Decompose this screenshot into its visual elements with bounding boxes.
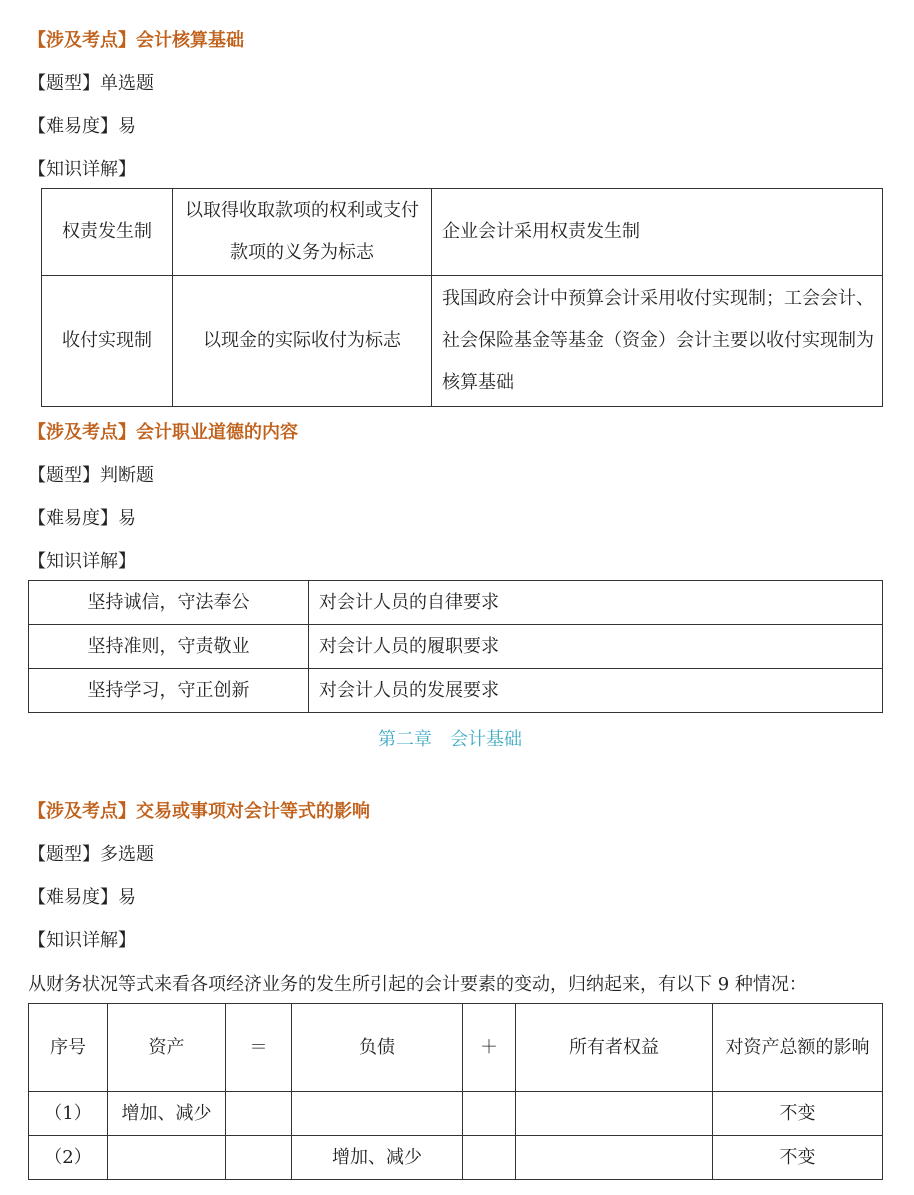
table-row (29, 625, 883, 669)
table-cell: 对会计人员的履职要求 (309, 625, 883, 669)
table-row (29, 581, 883, 625)
chapter-heading: 第二章 会计基础 (378, 729, 522, 750)
table-cell (516, 1136, 713, 1180)
table-cell: 不变 (713, 1136, 883, 1180)
question-type-1: 【题型】单选题 (28, 73, 154, 94)
intro-paragraph: 从财务状况等式来看各项经济业务的发生所引起的会计要素的变动，归纳起来，有以下 9 种情况： (28, 974, 807, 995)
table-row (29, 1092, 883, 1136)
table-cell: 权责发生制 (42, 189, 173, 276)
table-row (42, 189, 883, 276)
table-row (42, 276, 883, 407)
table-cell: 收付实现制 (42, 276, 173, 407)
table-cell: （2） (29, 1136, 108, 1180)
table-cell: 坚持准则，守责敬业 (29, 625, 309, 669)
table-cell (516, 1092, 713, 1136)
table-cell (292, 1092, 463, 1136)
topic-heading-1: 【涉及考点】会计核算基础 (28, 30, 244, 51)
table-cell: 增加、减少 (108, 1092, 226, 1136)
table-cell: 对会计人员的自律要求 (309, 581, 883, 625)
detail-label-1: 【知识详解】 (28, 159, 136, 180)
table-cell: （1） (29, 1092, 108, 1136)
table-cell (108, 1136, 226, 1180)
detail-label-3: 【知识详解】 (28, 930, 136, 951)
table-row (29, 669, 883, 713)
table-header-row (29, 1004, 883, 1092)
header-cell: 所有者权益 (516, 1004, 713, 1092)
table-cell: 对会计人员的发展要求 (309, 669, 883, 713)
table-cell (463, 1092, 516, 1136)
equation-table (28, 1003, 883, 1180)
table-row (29, 1136, 883, 1180)
topic-heading-2: 【涉及考点】会计职业道德的内容 (28, 422, 298, 443)
header-cell: 资产 (108, 1004, 226, 1092)
basis-table (41, 188, 883, 407)
question-type-3: 【题型】多选题 (28, 844, 154, 865)
table-cell: 坚持学习，守正创新 (29, 669, 309, 713)
header-cell: 负债 (292, 1004, 463, 1092)
detail-label-2: 【知识详解】 (28, 551, 136, 572)
table-cell (226, 1092, 292, 1136)
difficulty-3: 【难易度】易 (28, 887, 136, 908)
table-cell: 以取得收取款项的权利或支付款项的义务为标志 (173, 189, 432, 276)
topic-heading-3: 【涉及考点】交易或事项对会计等式的影响 (28, 801, 370, 822)
table-cell: 坚持诚信，守法奉公 (29, 581, 309, 625)
table-cell (226, 1136, 292, 1180)
question-type-2: 【题型】判断题 (28, 465, 154, 486)
table-cell: 不变 (713, 1092, 883, 1136)
header-cell: 对资产总额的影响 (713, 1004, 883, 1092)
difficulty-2: 【难易度】易 (28, 508, 136, 529)
table-cell: 以现金的实际收付为标志 (173, 276, 432, 407)
ethics-table (28, 580, 883, 713)
table-cell: 企业会计采用权责发生制 (432, 189, 883, 276)
table-cell: 我国政府会计中预算会计采用收付实现制；工会会计、社会保险基金等基金（资金）会计主要以收付实现制为核算基础 (432, 276, 883, 407)
table-cell: 增加、减少 (292, 1136, 463, 1180)
table-cell (463, 1136, 516, 1180)
header-cell: 序号 (29, 1004, 108, 1092)
difficulty-1: 【难易度】易 (28, 116, 136, 137)
header-cell: ＝ (226, 1004, 292, 1092)
header-cell: ＋ (463, 1004, 516, 1092)
